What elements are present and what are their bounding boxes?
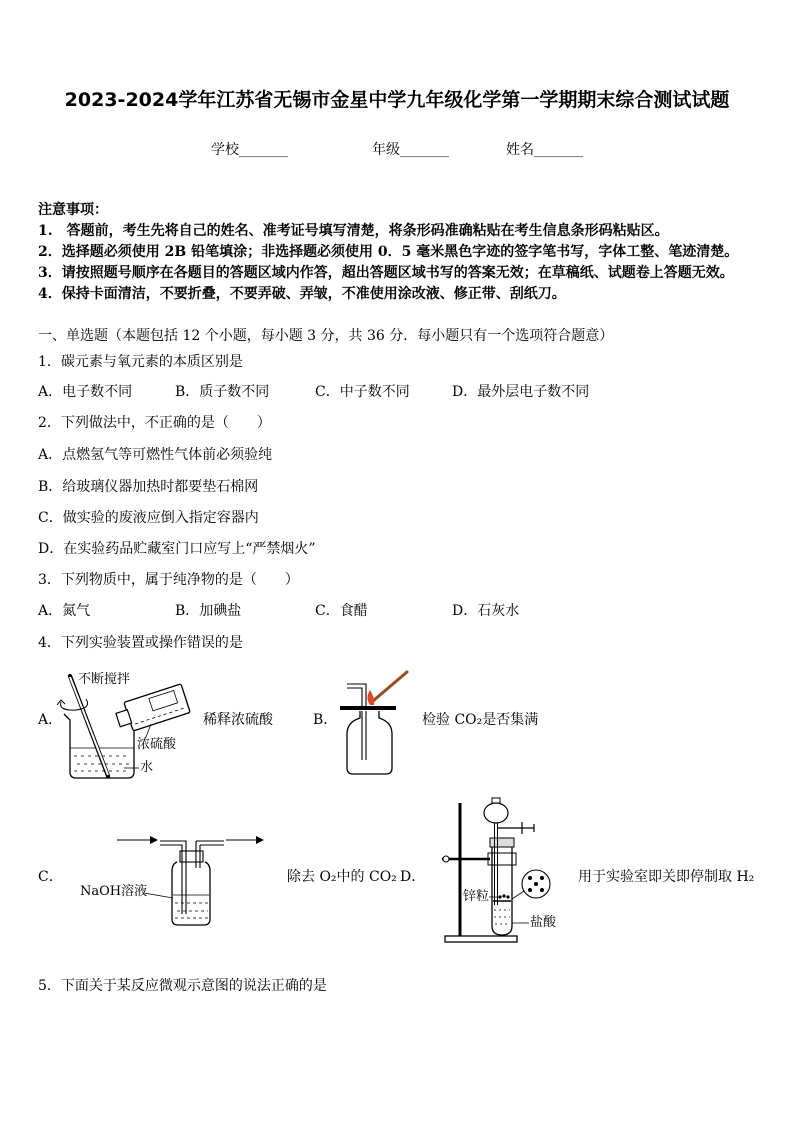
note-item: 1. 答题前，考生先将自己的姓名、准考证号填写清楚，将条形码准确粘贴在考生信息条形码粘贴区。 (38, 223, 669, 239)
note-item: 4．保持卡面清洁，不要折叠，不要弄破、弄皱，不准使用涂改液、修正带、刮纸刀。 (38, 286, 566, 302)
note-item: 2．选择题必须使用 2B 铅笔填涂；非选择题必须使用 0．5 毫米黑色字迹的签字笔书写，字体工整、笔迹清楚。 (38, 244, 739, 260)
stir-label: 不断搅拌 (78, 672, 131, 687)
wooden-splint (373, 672, 407, 701)
figure-c-gas-washing (117, 836, 264, 925)
option-c-caption: 除去 O₂中的 CO₂ (287, 869, 397, 885)
figure-b-co2-test (340, 672, 407, 774)
notes-heading: 注意事项： (38, 202, 108, 218)
option-b: B．质子数不同 (175, 384, 270, 400)
option-d: D．石灰水 (452, 603, 520, 619)
question-stem: 1．碳元素与氧元素的本质区别是 (38, 354, 243, 370)
option-a: A．电子数不同 (38, 384, 133, 400)
option-a: A．氮气 (38, 603, 91, 619)
flame (368, 690, 375, 705)
option-c: C．做实验的废液应倒入指定容器内 (38, 510, 259, 526)
grade-field: 年级_______ (372, 142, 449, 158)
clamp-screw (443, 856, 449, 862)
option-d: D．在实验药品贮藏室门口应写上“严禁烟火” (38, 541, 316, 557)
option-c-letter: C． (38, 869, 63, 885)
naoh-leader-line (144, 893, 173, 898)
option-b: B．给玻璃仪器加热时都要垫石棉网 (38, 479, 259, 495)
funnel-stopper (492, 798, 500, 803)
stopcock (498, 822, 534, 834)
question-stem: 4．下列实验装置或操作错误的是 (38, 635, 243, 651)
naoh-solution-label: NaOH溶液 (80, 884, 148, 899)
water-label: 水 (140, 760, 154, 775)
note-item: 3．请按照题号顺序在各题目的答题区域内作答，超出答题区域书写的答案无效；在草稿纸、试题卷上答题无效。 (38, 265, 734, 281)
stirring-arrow (61, 699, 88, 710)
exam-title: 2023-2024学年江苏省无锡市金星中学九年级化学第一学期期末综合测试试题 (64, 89, 730, 111)
question-stem: 3．下列物质中，属于纯净物的是（ ） (38, 572, 299, 588)
name-field: 姓名_______ (506, 142, 583, 158)
option-a-letter: A． (38, 712, 63, 728)
option-d-caption: 用于实验室即关即停制取 H₂ (578, 869, 755, 885)
outlet-arrowhead (256, 836, 264, 844)
school-field: 学校_______ (211, 142, 288, 158)
section-heading: 一、单选题（本题包括 12 个小题，每小题 3 分，共 36 分．每小题只有一个选项符合题意） (38, 328, 614, 344)
zinc-granules (498, 894, 509, 898)
conc-acid-label: 浓硫酸 (137, 737, 177, 752)
option-b: B．加碘盐 (175, 603, 242, 619)
zinc-label: 锌粒 (463, 889, 490, 904)
glass-tube (347, 684, 366, 760)
option-a-caption: 稀释浓硫酸 (203, 712, 273, 728)
option-b-caption: 检验 CO₂是否集满 (422, 712, 539, 728)
question-stem: 2．下列做法中，不正确的是（ ） (38, 415, 271, 431)
stirring-rod-inner (70, 677, 108, 775)
option-c: C．中子数不同 (315, 384, 410, 400)
option-d-letter: D． (400, 869, 426, 885)
hydrochloric-acid-label: 盐酸 (530, 915, 557, 930)
funnel-bulb (484, 803, 508, 823)
tube-stopper (490, 838, 514, 847)
outlet-tube (196, 841, 224, 868)
inlet-arrowhead (150, 836, 158, 844)
funnel-stem (495, 823, 498, 905)
acid-bottle (113, 684, 190, 734)
gas-bottle (347, 711, 392, 774)
acid-hatching (494, 910, 510, 924)
figure-a-dilute-acid (57, 676, 190, 778)
question-stem: 5．下面关于某反应微观示意图的说法正确的是 (38, 978, 327, 994)
stand-base (445, 936, 517, 942)
magnifier-leader-line (512, 891, 524, 899)
option-a: A．点燃氢气等可燃性气体前必须验纯 (38, 447, 273, 463)
washing-bottle (172, 862, 210, 925)
glass-plate (340, 706, 396, 710)
option-c: C．食醋 (315, 603, 368, 619)
option-d: D．最外层电子数不同 (452, 384, 590, 400)
option-b-letter: B． (313, 712, 338, 728)
